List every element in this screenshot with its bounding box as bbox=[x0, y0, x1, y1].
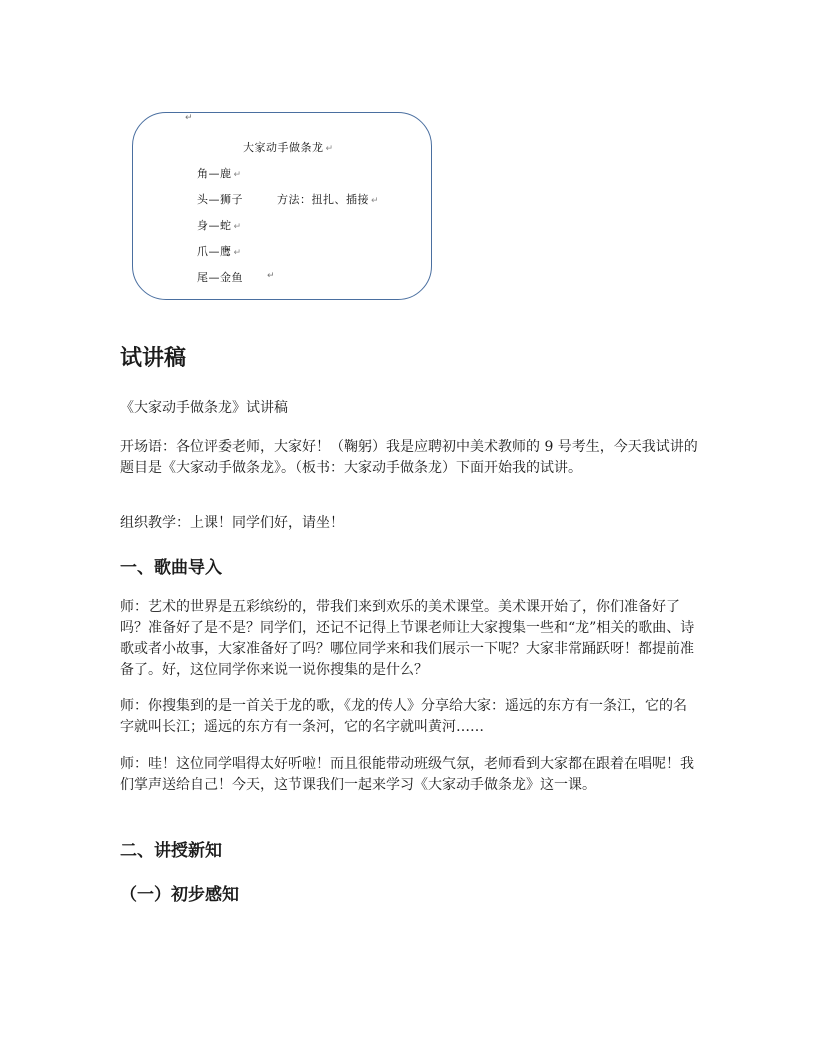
board-title: 大家动手做条龙 ↵ bbox=[243, 141, 334, 154]
paragraph-teacher-1: 师：艺术的世界是五彩缤纷的，带我们来到欢乐的美术课堂。美术课开始了，你们准备好了吗？准备好了是不是？同学们，还记不记得上节课老师让大家搜集一些和“龙”相关的歌曲、诗歌或者小故事，大家准备好了吗？哪位同学来和我们展示一下呢？大家非常踊跃呀！都提前准备了。好，这位同学你来说一说你搜集的是什么？ bbox=[120, 599, 695, 678]
subsection-heading-perception: （一）初步感知 bbox=[120, 885, 239, 905]
board-method: 方法：扭扎、插接 ↵ bbox=[277, 193, 380, 206]
board-item-claw: 爪—鹰 ↵ bbox=[197, 245, 242, 258]
document-heading: 试讲稿 bbox=[120, 346, 187, 371]
board-item-horn: 角—鹿 ↵ bbox=[197, 167, 242, 180]
board-item-head: 头—狮子 bbox=[197, 193, 243, 206]
organize-paragraph: 组织教学：上课！同学们好，请坐！ bbox=[120, 515, 344, 531]
section-heading-new-knowledge: 二、讲授新知 bbox=[120, 841, 222, 861]
board-item-body: 身—蛇 ↵ bbox=[197, 219, 242, 232]
pilcrow-mark: ↵ bbox=[185, 113, 193, 123]
paragraph-teacher-3: 师：哇！这位同学唱得太好听啦！而且很能带动班级气氛，老师看到大家都在跟着在唱呢！我们掌声送给自己！今天，这节课我们一起来学习《大家动手做条龙》这一课。 bbox=[120, 756, 694, 793]
opening-paragraph: 开场语：各位评委老师，大家好！（鞠躬）我是应聘初中美术教师的 9 号考生，今天我试讲的题目是《大家动手做条龙》。（板书：大家动手做条龙）下面开始我的试讲。 bbox=[120, 439, 698, 476]
paragraph-teacher-2: 师：你搜集到的是一首关于龙的歌，《龙的传人》分享给大家：遥远的东方有一条江，它的名字就叫长江；遥远的东方有一条河，它的名字就叫黄河…… bbox=[120, 698, 687, 735]
document-subtitle: 《大家动手做条龙》试讲稿 bbox=[120, 400, 288, 416]
pilcrow-mark: ↵ bbox=[267, 271, 275, 281]
section-heading-song-intro: 一、歌曲导入 bbox=[120, 558, 222, 578]
board-item-tail: 尾—金鱼 bbox=[197, 271, 243, 284]
